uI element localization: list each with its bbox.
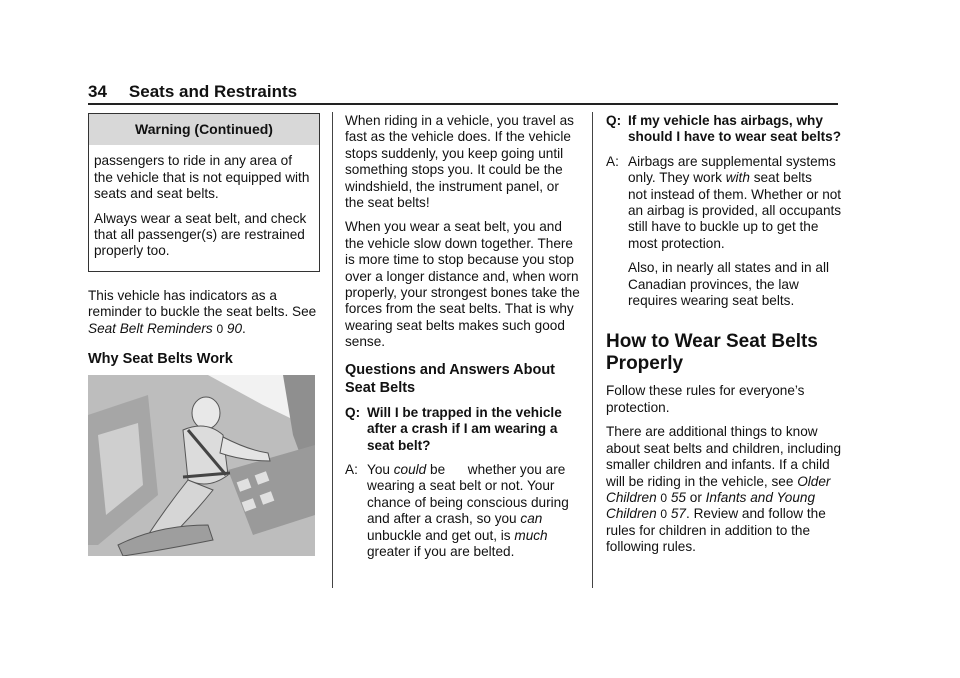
older-children-page[interactable]: 55 xyxy=(670,489,686,505)
indicators-text: This vehicle has indicators as a reminder to buckle the seat belts. xyxy=(88,287,289,320)
left-column xyxy=(88,113,320,375)
infants-and-young-children-link[interactable]: Infants and Young Children xyxy=(606,489,816,522)
question-1 xyxy=(345,405,580,454)
page-number: 34 xyxy=(88,82,107,101)
indicators-paragraph: This vehicle has indicators as a reminder to buckle the seat belts. See Seat Belt Reminders 0 90. xyxy=(88,287,317,336)
page-reference-icon: 0 xyxy=(660,490,668,505)
crash-test-dummy-illustration xyxy=(88,375,315,556)
answer-label: A: xyxy=(606,153,619,169)
section-title: Seats and Restraints xyxy=(128,82,298,101)
warning-box xyxy=(88,113,320,272)
page-reference-icon: 0 xyxy=(216,321,224,336)
heading-how-to-wear-seat-belts: How to Wear Seat Belts Properly xyxy=(606,331,818,375)
seat-belt-reminders-page[interactable]: 90 xyxy=(226,320,243,336)
question-label: Q: xyxy=(345,404,361,420)
column-divider-left xyxy=(332,112,333,588)
answer-2 xyxy=(606,153,845,318)
heading-why-seat-belts-work: Why Seat Belts Work xyxy=(88,351,233,368)
middle-column xyxy=(345,113,580,568)
page-reference-icon: 0 xyxy=(660,507,668,522)
answer-text: Airbags are supplemental systems only. They work with seat belts not instead of them. Whether or not an airbag is provided, all occupants still have to buckle up to get the most protection. Also, in nearly all states and in all Canadian provinces, the law requires wearing seat belts. xyxy=(628,153,845,309)
older-children-link[interactable]: Older Children xyxy=(606,473,831,505)
answer-1 xyxy=(345,462,580,560)
heading-questions-and-answers: Questions and Answers About Seat Belts xyxy=(345,361,556,396)
travel-paragraph: When riding in a vehicle, you travel as fast as the vehicle does. If the vehicle stops suddenly, you keep going until something stops you. It could be the windshield, the instrument panel, or the seat belts! xyxy=(345,113,574,211)
answer-label: A: xyxy=(345,461,358,477)
question-text: If my vehicle has airbags, why should I have to wear seat belts? xyxy=(628,113,842,145)
question-text: Will I be trapped in the vehicle after a crash if I am wearing a seat belt? xyxy=(367,404,562,453)
warning-paragraph-1: passengers to ride in any area of the vehicle that is not equipped with seats and seat belts. xyxy=(94,153,310,202)
warning-title: Warning (Continued) xyxy=(89,114,319,145)
column-divider-right xyxy=(592,112,593,588)
header-rule xyxy=(88,103,838,105)
seat-belt-reminders-link[interactable]: Seat Belt Reminders xyxy=(88,320,213,336)
additional-things-paragraph: There are additional things to know about seat belts and children, including smaller children and infants. If a child will be riding in the vehicle, see Older Children 0 55 or Infants and Young Children 0 57. Review and follow the rules for children in addition to the following rules. xyxy=(606,424,842,555)
right-column xyxy=(606,113,845,564)
infants-and-young-children-page[interactable]: 57 xyxy=(670,506,686,522)
slow-down-paragraph: When you wear a seat belt, you and the vehicle slow down together. There is more time to stop because you stop over a longer distance and, when worn properly, your strongest bones take the forces from the seat belts. That is why wearing seat belts makes such good sense. xyxy=(345,219,580,350)
page-header xyxy=(88,82,297,102)
question-2 xyxy=(606,113,842,146)
question-label: Q: xyxy=(606,113,622,128)
answer-text: You could be whether you are wearing a seat belt or not. Your chance of being conscious during and after a crash, so you can unbuckle and get out, is much greater if you are belted. xyxy=(367,461,573,559)
follow-rules-paragraph: Follow these rules for everyone’s protection. xyxy=(606,383,805,415)
see-label: See xyxy=(292,304,317,320)
warning-body xyxy=(89,145,319,270)
warning-paragraph-2: Always wear a seat belt, and check that all passenger(s) are restrained properly too. xyxy=(94,210,307,259)
